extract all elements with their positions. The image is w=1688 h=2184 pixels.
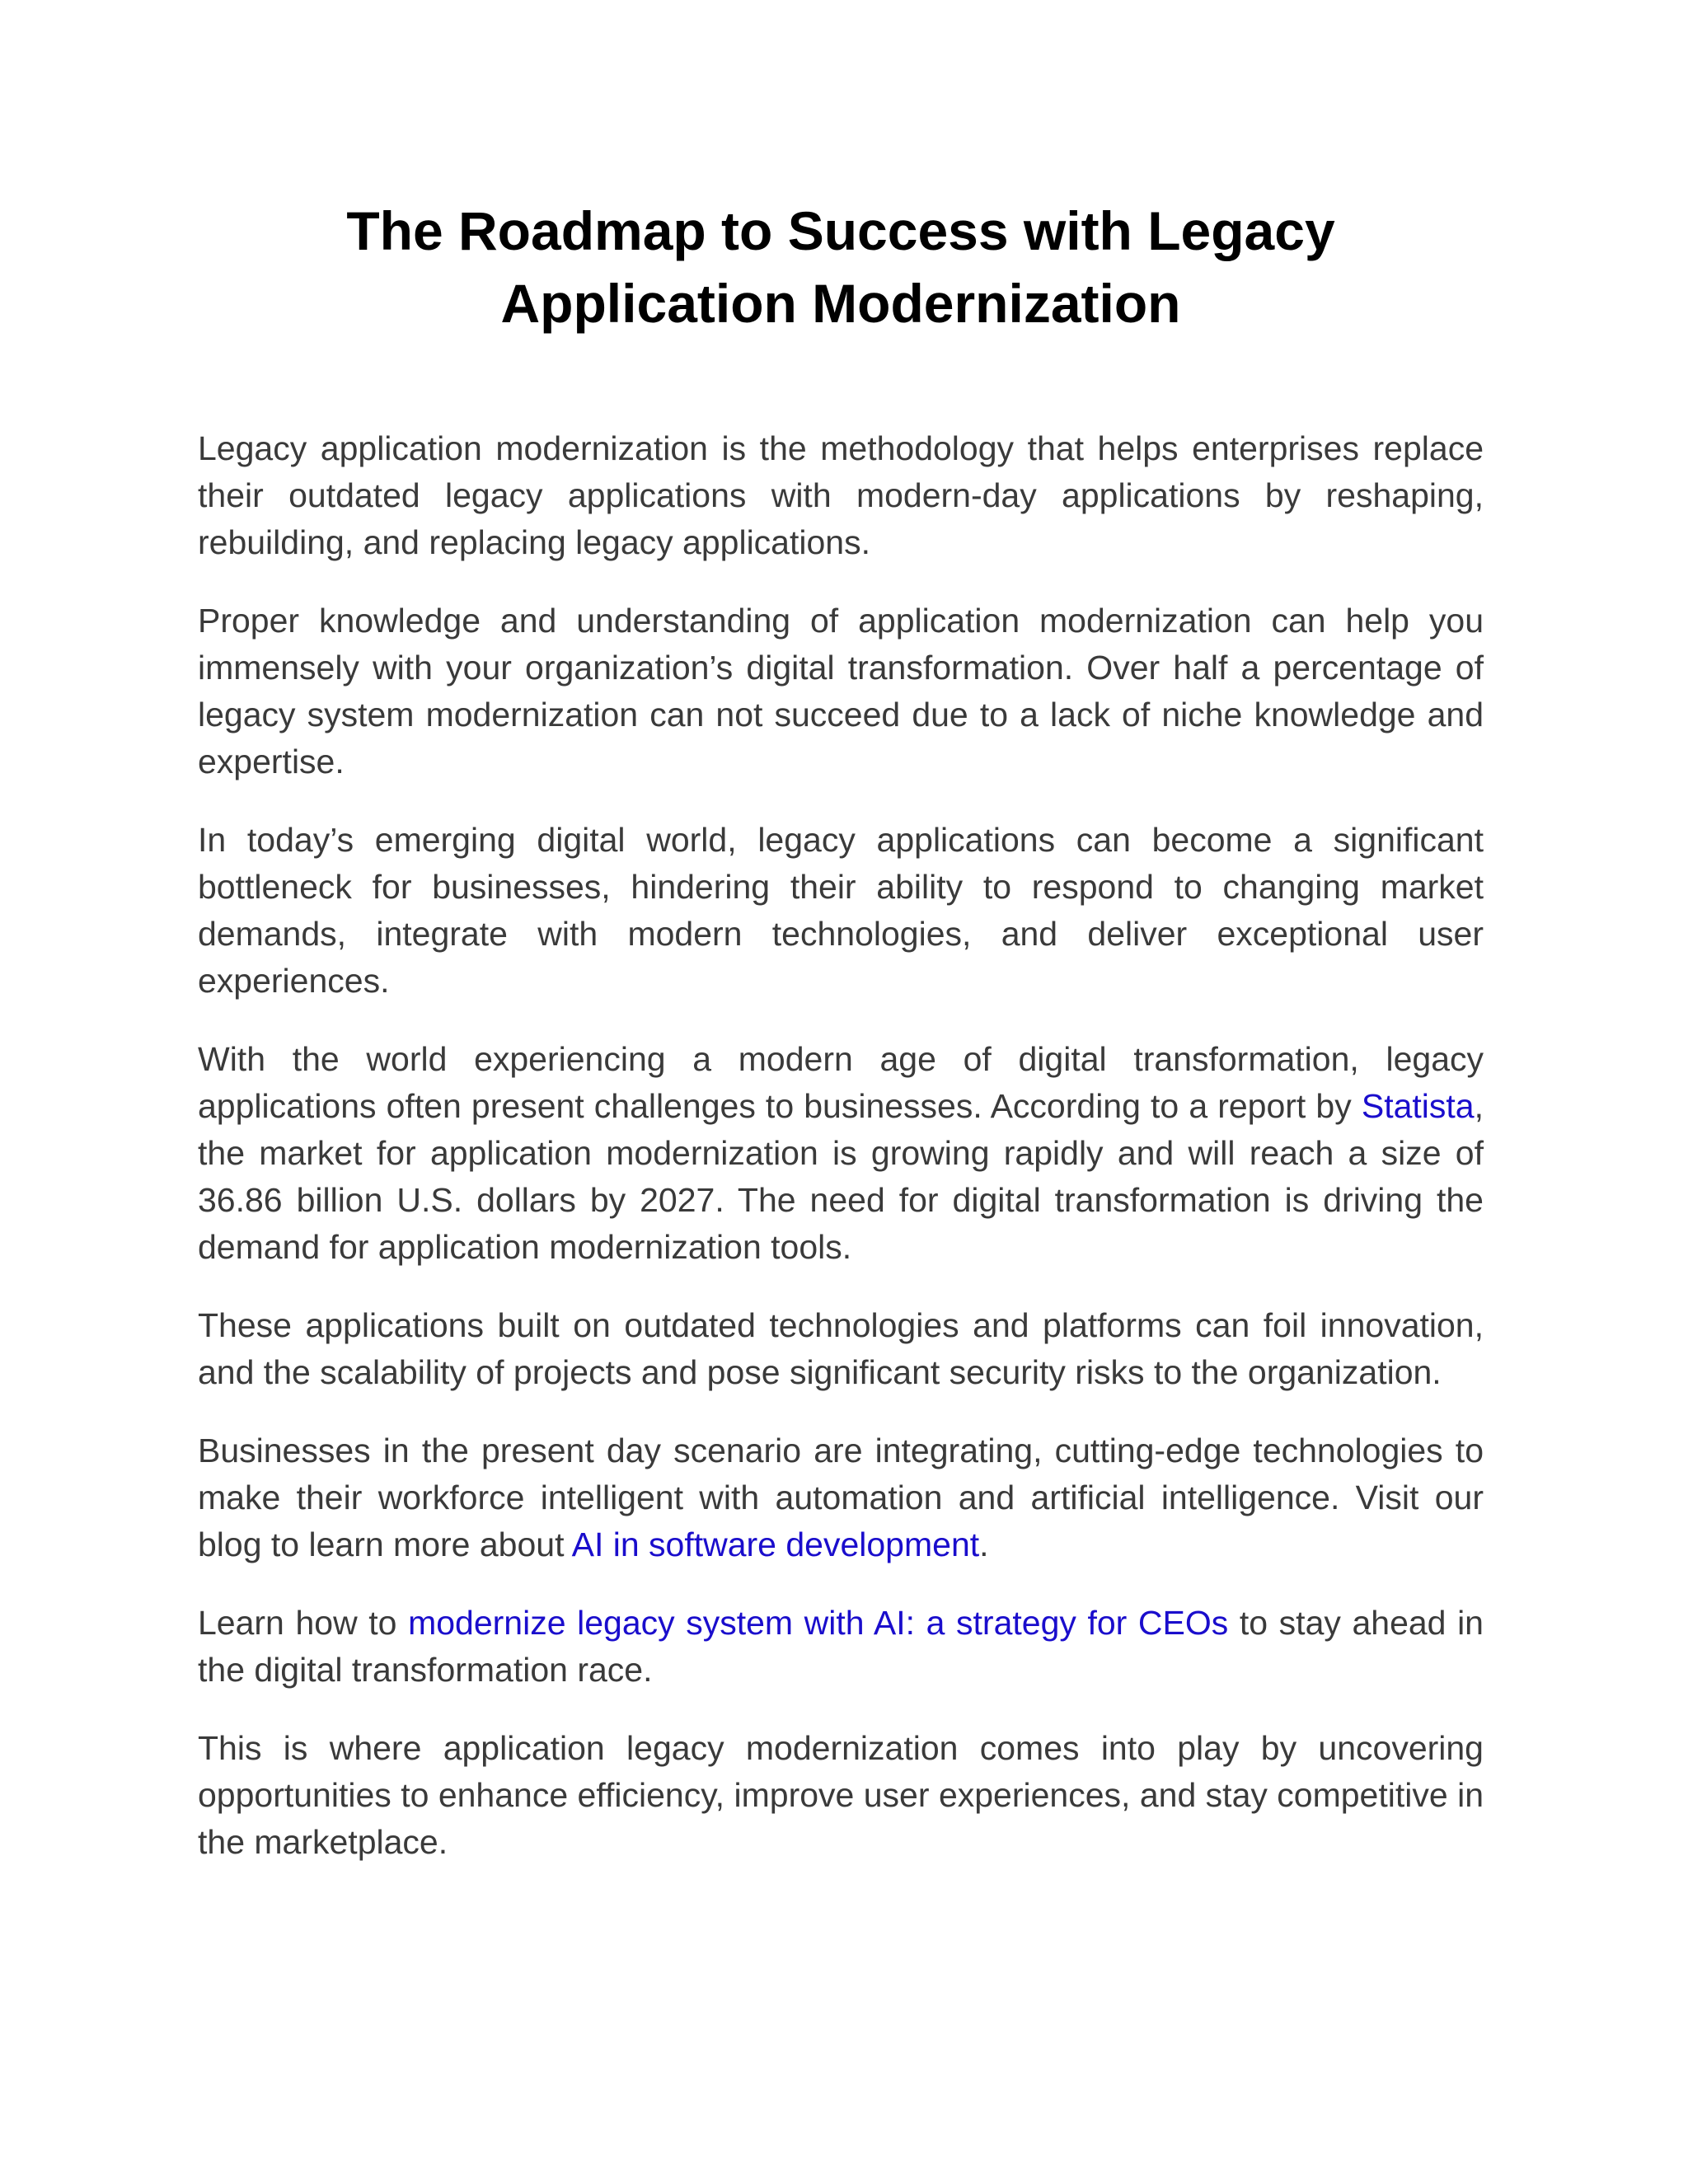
document-page	[198, 0, 1484, 1897]
paragraph-market	[198, 1036, 1484, 1271]
statista-link[interactable]: Statista	[1361, 1087, 1475, 1125]
paragraph-market-before: With the world experiencing a modern age of digital transformation, legacy applications often present challenges to businesses. According to a report by	[198, 1040, 1484, 1125]
paragraph-bottleneck: In today’s emerging digital world, legacy applications can become a significant bottleneck for businesses, hindering their ability to respond to changing market demands, integrate with modern technologies, and deliver exceptional user experiences.	[198, 821, 1484, 1000]
paragraph-risks: These applications built on outdated technologies and platforms can foil innovation, and the scalability of projects and pose significant security risks to the organization.	[198, 1306, 1484, 1391]
page-title: The Roadmap to Success with Legacy Application Modernization	[346, 200, 1335, 334]
paragraph-conclusion: This is where application legacy modernization comes into play by uncovering opportunities to enhance efficiency, improve user experiences, and stay competitive in the marketplace.	[198, 1729, 1484, 1861]
modernize-legacy-ai-link[interactable]: modernize legacy system with AI: a strategy for CEOs	[408, 1604, 1229, 1642]
paragraph-intro: Legacy application modernization is the methodology that helps enterprises replace their outdated legacy applications with modern-day applications by reshaping, rebuilding, and replacing legacy applications.	[198, 429, 1484, 561]
ai-software-development-link[interactable]: AI in software development	[571, 1526, 980, 1563]
paragraph-ai-before: Businesses in the present day scenario are integrating, cutting-edge technologies to make their workforce intelligent with automation and artificial intelligence. Visit our blog to learn more about	[198, 1432, 1484, 1563]
paragraph-strategy	[198, 1600, 1484, 1694]
paragraph-knowledge: Proper knowledge and understanding of application modernization can help you immensely with your organization’s digital transformation. Over half a percentage of legacy system modernization can not succeed due to a lack of niche knowledge and expertise.	[198, 602, 1484, 780]
paragraph-ai	[198, 1427, 1484, 1568]
paragraph-strategy-after: to stay ahead in the digital transformation race.	[198, 1604, 1484, 1689]
paragraph-market-after: , the market for application modernization is growing rapidly and will reach a size of 36.86 billion U.S. dollars by 2027. The need for digital transformation is driving the demand for application modernization tools.	[198, 1087, 1484, 1266]
article-body	[198, 425, 1484, 1866]
paragraph-ai-after: .	[979, 1526, 989, 1563]
paragraph-strategy-before: Learn how to	[198, 1604, 409, 1642]
